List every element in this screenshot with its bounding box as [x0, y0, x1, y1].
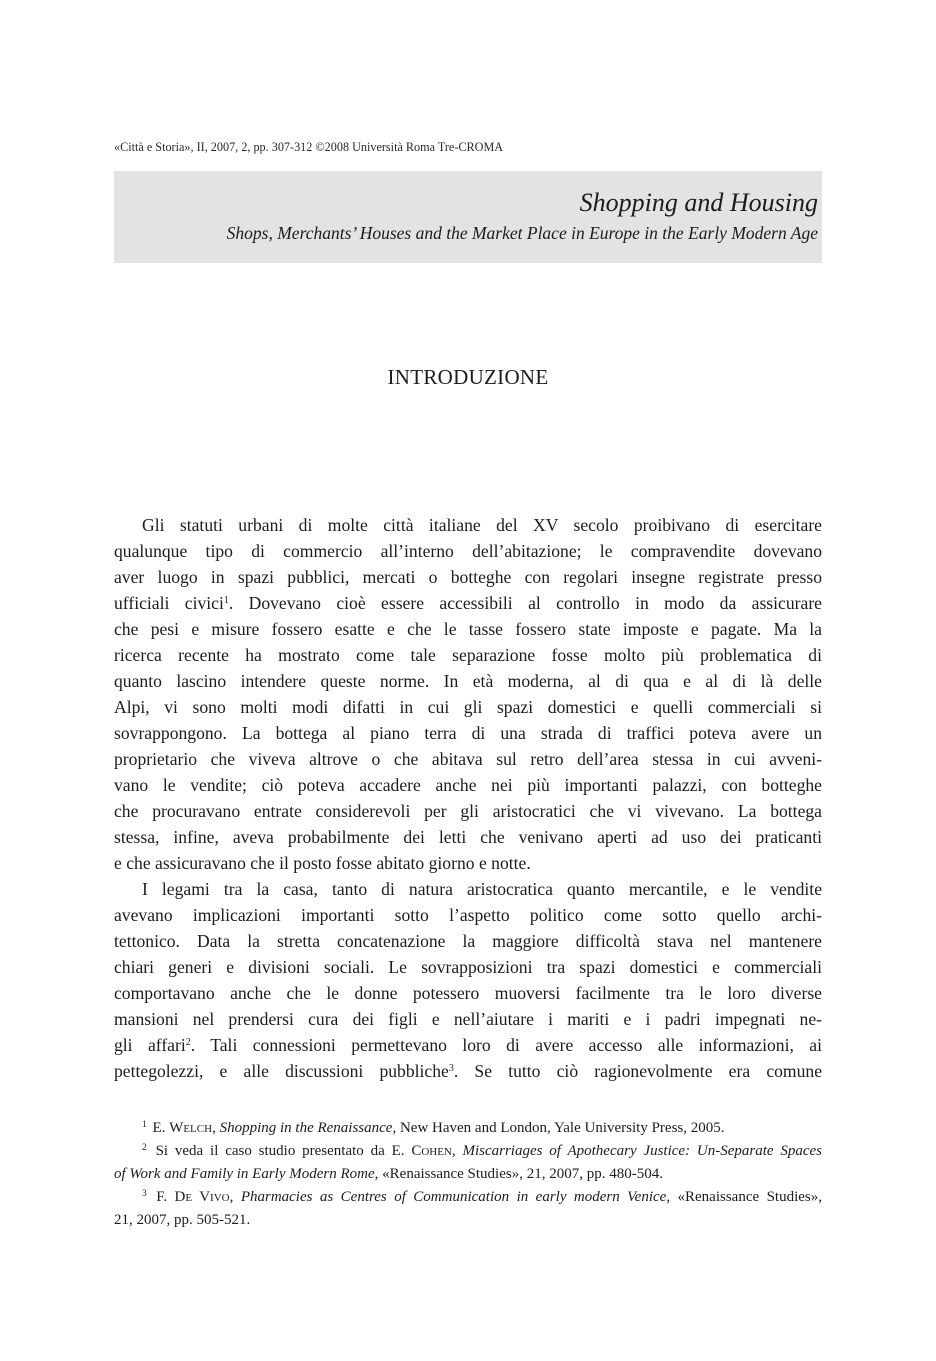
footnote-title: Miscarriages of Apothecary Justice: Un-Separate Spaces	[462, 1143, 823, 1159]
footnote-ref-1[interactable]: 1	[223, 595, 229, 606]
paragraph-line: quanto lascino intendere queste norme. In età moderna, al di qua e al di là delle	[114, 671, 822, 691]
footnotes	[114, 1117, 822, 1232]
footnote-title: Shopping in the Renaissance,	[219, 1120, 397, 1136]
paragraph-line: chiari generi e divisioni sociali. Le sovrapposizioni tra spazi domestici e commerciali	[114, 957, 822, 977]
line-segment: . Tali connessioni permettevano loro di avere accesso alle informazioni, ai	[190, 1035, 822, 1055]
paragraph-line: Alpi, vi sono molti modi difatti in cui gli spazi domestici e quelli commerciali si	[114, 697, 822, 717]
footnote-number: 1	[142, 1120, 147, 1130]
footnote-title: Pharmacies as Centres of Communication in early modern Venice	[240, 1189, 667, 1205]
footnote-text: Si veda il caso studio presentato da E.	[155, 1143, 412, 1159]
footnote-number: 3	[142, 1189, 147, 1199]
footnote-line	[114, 1163, 822, 1186]
paragraph-line: I legami tra la casa, tanto di natura aristocratica quanto mercantile, e le vendite	[142, 879, 822, 899]
paragraph-line: che procuravano entrate considerevoli per gli aristocratici che vi vivevano. La bottega	[114, 801, 822, 821]
footnote-author: Welch	[169, 1120, 213, 1136]
line-segment: gli affari	[114, 1035, 186, 1055]
footnote-text: , «Renaissance Studies»,	[666, 1189, 823, 1205]
footnote-2	[114, 1140, 822, 1186]
body-text	[114, 512, 822, 1084]
paragraph-line	[114, 1032, 822, 1058]
footnote-number: 2	[142, 1143, 147, 1153]
footnote-author: De Vivo	[174, 1189, 230, 1205]
paragraph-line: comportavano anche che le donne potessero muoversi facilmente tra le loro diverse	[114, 983, 822, 1003]
footnote-ref-3[interactable]: 3	[448, 1063, 454, 1074]
footnote-text: ,	[451, 1143, 463, 1159]
footnote-title: of Work and Family in Early Modern Rome	[114, 1166, 375, 1182]
section-heading: INTRODUZIONE	[387, 365, 549, 389]
paragraph-line: stessa, infine, aveva probabilmente dei letti che venivano aperti ad uso dei praticanti	[114, 827, 822, 847]
banner-subtitle: Shops, Merchants’ Houses and the Market Place in Europe in the Early Modern Age	[226, 223, 818, 243]
footnote-author: Cohen	[411, 1143, 452, 1159]
paragraph-line: qualunque tipo di commercio all’interno dell’abitazione; le compravendite dovevano	[114, 541, 822, 561]
title-banner	[114, 171, 822, 263]
paragraph-line: avevano implicazioni importanti sotto l’aspetto politico come sotto quello archi-	[114, 905, 822, 925]
footnote-text: ,	[212, 1120, 220, 1136]
footnote-1	[114, 1117, 822, 1140]
paragraph-line: che pesi e misure fossero esatte e che le tasse fossero state imposte e pagate. Ma la	[114, 619, 822, 639]
footnote-text: New Haven and London, Yale University Press, 2005.	[396, 1120, 725, 1136]
line-segment: . Dovevano cioè essere accessibili al controllo in modo da assicurare	[228, 593, 822, 613]
footnote-ref-2[interactable]: 2	[185, 1037, 191, 1048]
footnote-line	[114, 1186, 822, 1209]
paragraph-line: Gli statuti urbani di molte città italiane del XV secolo proibivano di esercitare	[142, 515, 822, 535]
line-segment: ufficiali civici	[114, 593, 224, 613]
line-segment: pettegolezzi, e alle discussioni pubbliche	[114, 1061, 449, 1081]
banner-title: Shopping and Housing	[579, 188, 818, 217]
paragraph-line: sovrappongono. La bottega al piano terra di una strada di traffici poteva avere un	[114, 723, 822, 743]
footnote-3	[114, 1186, 822, 1232]
footnote-line	[114, 1140, 822, 1163]
footnote-text: F.	[156, 1189, 175, 1205]
paragraph-line: mansioni nel prendersi cura dei figli e nell’aiutare i mariti e i padri impegnati ne-	[114, 1009, 822, 1029]
paragraph-line	[114, 1058, 822, 1084]
footnote-text: E.	[152, 1120, 170, 1136]
footnote-text: , «Renaissance Studies», 21, 2007, pp. 480-504.	[374, 1166, 663, 1182]
paragraph-line: tettonico. Data la stretta concatenazione la maggiore difficoltà stava nel mantenere	[114, 931, 822, 951]
paragraph-line: e che assicuravano che il posto fosse abitato giorno e notte.	[114, 853, 531, 873]
paragraph-line	[114, 590, 822, 616]
paragraph-line: ricerca recente ha mostrato come tale separazione fosse molto più problematica di	[114, 645, 822, 665]
paragraph-line: aver luogo in spazi pubblici, mercati o botteghe con regolari insegne registrate presso	[114, 567, 822, 587]
footnote-line: 21, 2007, pp. 505-521.	[114, 1212, 251, 1228]
footnote-text: ,	[229, 1189, 241, 1205]
line-segment: . Se tutto ciò ragionevolmente era comune	[453, 1061, 823, 1081]
paragraph-line: proprietario che viveva altrove o che abitava sul retro dell’area stessa in cui avveni-	[114, 749, 822, 769]
paragraph-line: vano le vendite; ciò poteva accadere anche nei più importanti palazzi, con botteghe	[114, 775, 822, 795]
journal-citation: «Città e Storia», II, 2007, 2, pp. 307-312 ©2008 Università Roma Tre-CROMA	[114, 140, 504, 154]
